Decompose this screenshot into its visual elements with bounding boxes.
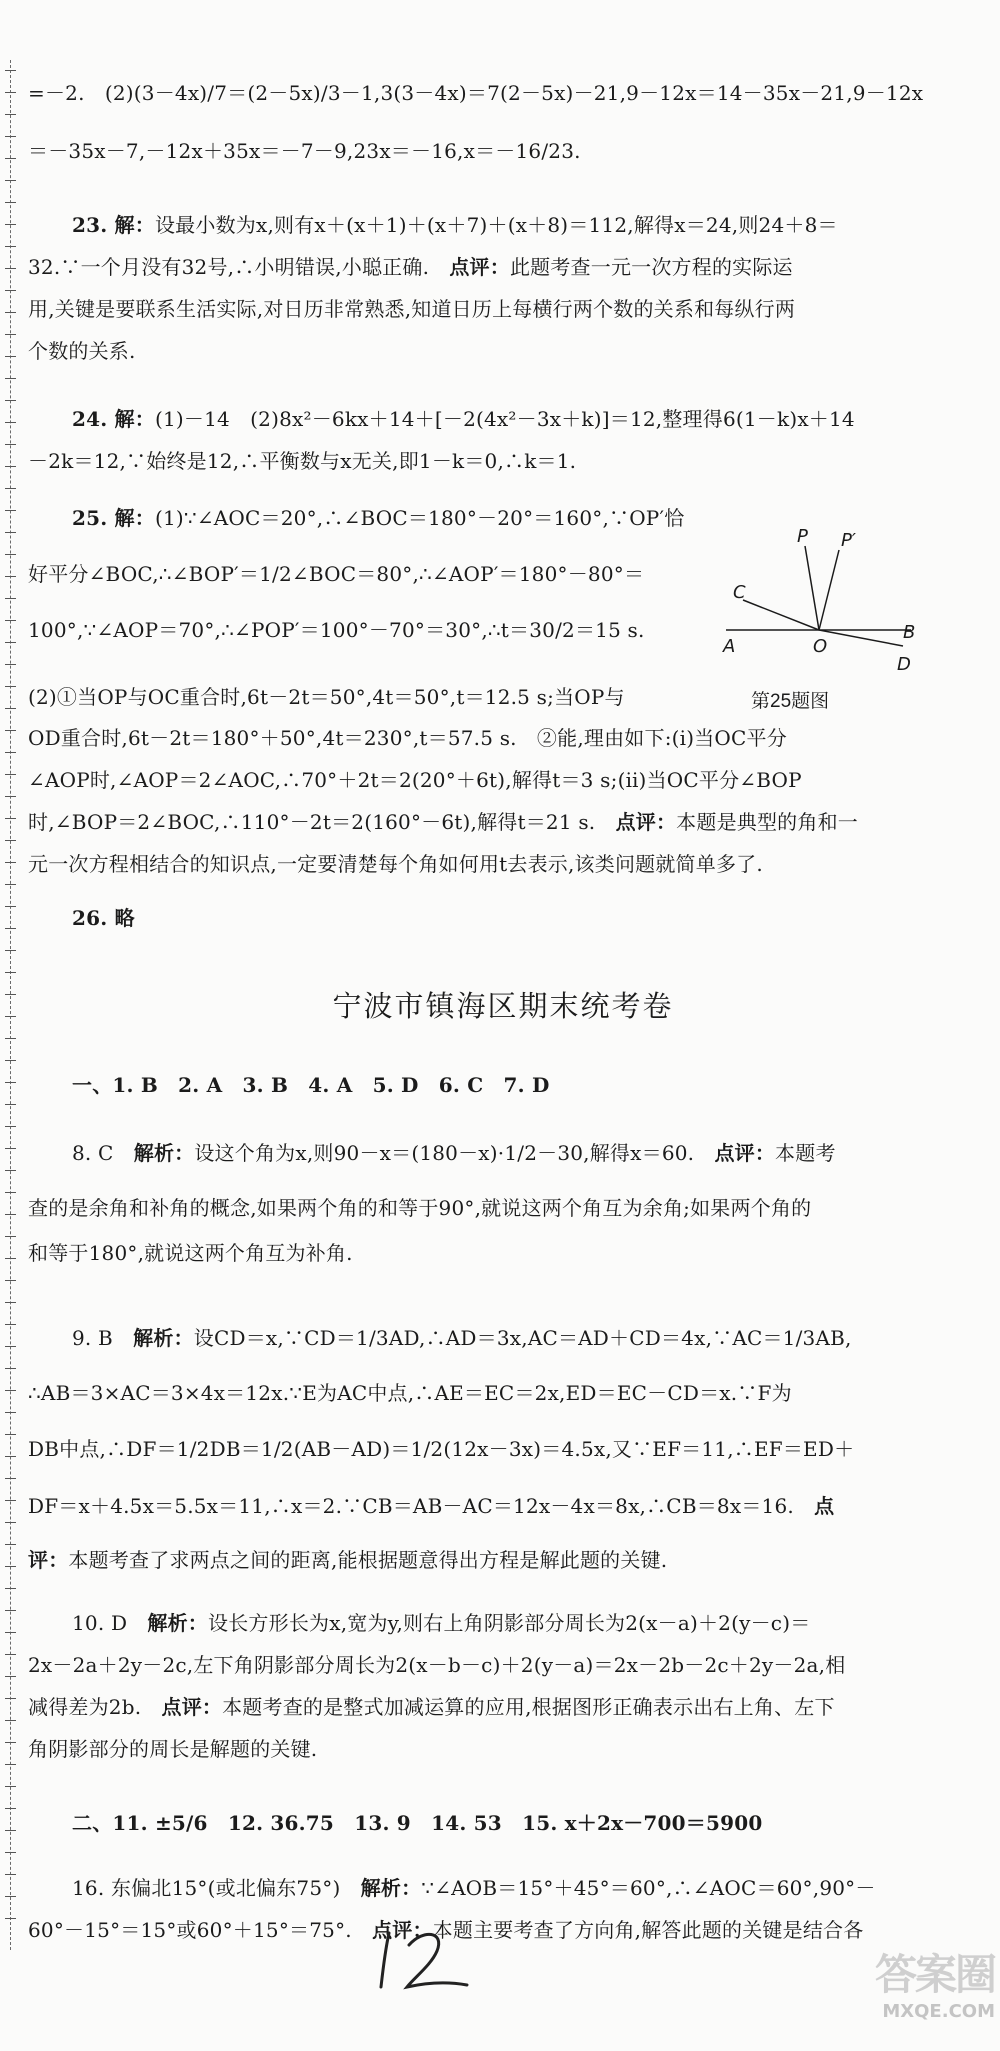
margin-tick: [5, 1214, 16, 1215]
margin-tick: [5, 312, 16, 313]
margin-tick: [5, 994, 16, 995]
comment-label: 点评：: [714, 1141, 776, 1165]
text-span: 本题主要考查了方向角,解答此题的关键是结合各: [432, 1918, 864, 1942]
q25-line: 好平分∠BOC,∴∠BOP′＝1/2∠BOC＝80°,∴∠AOP′＝180°－80°＝: [28, 562, 645, 586]
comment-label: 点: [814, 1494, 835, 1518]
margin-tick: [5, 1456, 16, 1457]
q25-line: ∠AOP时,∠AOP＝2∠AOC,∴70°＋2t＝2(20°＋6t),解得t＝3 s;(ⅱ)当OC平分∠BOP: [28, 768, 802, 792]
text-span: 32.∵一个月没有32号,∴小明错误,小聪正确.: [28, 255, 430, 279]
margin-tick: [5, 1038, 16, 1039]
watermark-logo: 答案圈: [874, 1950, 995, 1999]
margin-tick: [5, 1412, 16, 1413]
text-span: 设长方形长为x,宽为y,则右上角阴影部分周长为2(x－a)＋2(y－c)＝: [208, 1611, 811, 1635]
margin-tick: [5, 928, 16, 929]
margin-tick: [5, 1126, 16, 1127]
question-head: 16. 东偏北15°(或北偏东75°): [72, 1876, 341, 1900]
question-number: 26.: [72, 906, 108, 930]
q23-line: 个数的关系.: [28, 339, 136, 363]
label-c: C: [733, 582, 746, 603]
margin-tick: [5, 1544, 16, 1545]
text-span: DF＝x＋4.5x＝5.5x＝11,∴x＝2.∵CB＝AB－AC＝12x－4x＝8x,∴CB＝8x＝16.: [28, 1494, 794, 1518]
question-head: 9. B: [72, 1326, 113, 1350]
angle-diagram: [721, 528, 921, 678]
margin-tick: [5, 1346, 16, 1347]
margin-tick: [5, 906, 16, 907]
comment-label: 评：: [28, 1548, 69, 1572]
text-span: (1)－14 (2)8x²－6kx＋14＋[－2(4x²－3x＋k)]＝12,整理得6(1－k)x＋14: [154, 407, 855, 431]
margin-tick: [5, 642, 16, 643]
margin-tick: [5, 664, 16, 665]
margin-tick: [5, 1324, 16, 1325]
margin-tick: [5, 796, 16, 797]
margin-tick: [5, 620, 16, 621]
margin-tick: [5, 246, 16, 247]
q25-line: [28, 807, 858, 837]
margin-tick: [5, 532, 16, 533]
text-span: 设CD＝x,∵CD＝1/3AD,∴AD＝3x,AC＝AD＋CD＝4x,∵AC＝1/3AB,: [193, 1326, 852, 1350]
margin-tick: [5, 114, 16, 115]
margin-tick: [5, 1588, 16, 1589]
watermark: [870, 1950, 995, 2045]
text-span: 本题考查了求两点之间的距离,能根据题意得出方程是解此题的关键.: [68, 1548, 668, 1572]
margin-tick: [5, 1676, 16, 1677]
margin-tick: [5, 1808, 16, 1809]
margin-tick: [5, 1060, 16, 1061]
binding-margin-line: [10, 60, 11, 1950]
margin-tick: [5, 1610, 16, 1611]
margin-tick: [5, 444, 16, 445]
q24-line: [72, 404, 855, 434]
margin-tick: [5, 356, 16, 357]
margin-tick: [5, 598, 16, 599]
q9-line: [72, 1323, 852, 1353]
margin-tick: [5, 576, 16, 577]
margin-tick: [5, 488, 16, 489]
margin-tick: [5, 1874, 16, 1875]
margin-tick: [5, 136, 16, 137]
q23-line: [28, 252, 793, 282]
q25-line: (2)①当OP与OC重合时,6t－2t＝50°,4t＝50°,t＝12.5 s;当OP与: [28, 685, 625, 709]
ray-op: [805, 546, 819, 630]
q25-line: OD重合时,6t－2t＝180°＋50°,4t＝230°,t＝57.5 s. ②能,理由如下:(ⅰ)当OC平分: [28, 726, 787, 750]
margin-tick: [5, 1698, 16, 1699]
question-number: 24. 解：: [72, 407, 155, 431]
section-title: 宁波市镇海区期末统考卷: [332, 989, 674, 1023]
q24-line: －2k＝12,∵始终是12,∴平衡数与x无关,即1－k＝0,∴k＝1.: [28, 449, 577, 473]
ray-oc: [743, 600, 819, 630]
q23-line: [72, 210, 838, 240]
page-number-drawing: [375, 1925, 495, 1995]
text-span: 此题考查一元一次方程的实际运: [509, 255, 793, 279]
q8-line: [72, 1138, 836, 1168]
text-span: 本题是典型的角和一: [676, 810, 858, 834]
analysis-label: 解析：: [147, 1611, 209, 1635]
margin-tick: [5, 862, 16, 863]
question-head: 8. C: [72, 1141, 114, 1165]
comment-label: 点评：: [449, 255, 510, 279]
q25-line: 100°,∵∠AOP＝70°,∴∠POP′＝100°－70°＝30°,∴t＝30/2＝15 s.: [28, 618, 645, 642]
margin-tick: [5, 1236, 16, 1237]
margin-tick: [5, 708, 16, 709]
q8-line: 查的是余角和补角的概念,如果两个角的和等于90°,就说这两个角互为余角;如果两个角的: [28, 1196, 812, 1220]
text-line: ＝－35x－7,－12x＋35x＝－7－9,23x＝－16,x＝－16/23.: [28, 139, 581, 163]
margin-tick: [5, 1742, 16, 1743]
text-span: 减得差为2b.: [28, 1695, 142, 1719]
q25-line: 元一次方程相结合的知识点,一定要清楚每个角如何用t去表示,该类问题就简单多了.: [28, 852, 763, 876]
margin-tick: [5, 1522, 16, 1523]
margin-tick: [5, 1192, 16, 1193]
q10-line: [28, 1692, 835, 1722]
margin-tick: [5, 1632, 16, 1633]
text-span: (1)∵∠AOC＝20°,∴∠BOC＝180°－20°＝160°,∵OP′恰: [154, 506, 685, 530]
margin-tick: [5, 1478, 16, 1479]
margin-tick: [5, 290, 16, 291]
question-head: 10. D: [72, 1611, 128, 1635]
q23-line: 用,关键是要联系生活实际,对日历非常熟悉,知道日历上每横行两个数的关系和每纵行两: [28, 297, 796, 321]
margin-tick: [5, 554, 16, 555]
margin-tick: [5, 730, 16, 731]
margin-tick: [5, 1434, 16, 1435]
q10-line: 角阴影部分的周长是解题的关键.: [28, 1737, 318, 1761]
margin-tick: [5, 1852, 16, 1853]
figure-caption: 第25题图: [751, 691, 830, 712]
text-span: 设这个角为x,则90－x＝(180－x)·1/2－30,解得x＝60.: [194, 1141, 695, 1165]
margin-tick: [5, 1170, 16, 1171]
margin-tick: [5, 180, 16, 181]
q9-line: ∴AB＝3×AC＝3×4x＝12x.∵E为AC中点,∴AE＝EC＝2x,ED＝EC－CD＝x.∵F为: [28, 1381, 792, 1405]
comment-label: 点评：: [161, 1695, 223, 1719]
q25-line: [72, 503, 684, 533]
text-line: =－2. (2)(3－4x)/7＝(2－5x)/3－1,3(3－4x)＝7(2－5x)－21,9－12x＝14－35x－21,9－12x: [28, 81, 924, 105]
text-span: 60°－15°＝15°或60°＋15°＝75°.: [28, 1918, 352, 1942]
margin-tick: [5, 1368, 16, 1369]
q16-line: [72, 1873, 876, 1903]
text-span: ∵∠AOB＝15°＋45°＝60°,∴∠AOC＝60°,90°－: [421, 1876, 876, 1900]
analysis-label: 解析：: [133, 1326, 194, 1350]
label-d: D: [897, 654, 911, 675]
margin-tick: [5, 202, 16, 203]
q10-line: 2x－2a＋2y－2c,左下角阴影部分周长为2(x－b－c)＋2(y－a)＝2x－2b－2c＋2y－2a,相: [28, 1653, 846, 1677]
q9-line: DB中点,∴DF＝1/2DB＝1/2(AB－AD)＝1/2(12x－3x)＝4.5x,又∵EF＝11,∴EF＝ED＋: [28, 1437, 855, 1461]
margin-tick: [5, 774, 16, 775]
ray-od: [819, 630, 903, 646]
text-span: 本题考: [775, 1141, 836, 1165]
margin-tick: [5, 510, 16, 511]
margin-tick: [5, 1566, 16, 1567]
comment-label: 点评：: [615, 810, 677, 834]
margin-tick: [5, 1500, 16, 1501]
margin-tick: [5, 268, 16, 269]
q26-line: [72, 903, 135, 933]
margin-tick: [5, 686, 16, 687]
margin-tick: [5, 1104, 16, 1105]
margin-tick: [5, 1720, 16, 1721]
margin-tick: [5, 1786, 16, 1787]
multiple-choice-answers: 一、1. B 2. A 3. B 4. A 5. D 6. C 7. D: [72, 1073, 550, 1097]
margin-tick: [5, 1764, 16, 1765]
margin-tick: [5, 1390, 16, 1391]
margin-tick: [5, 378, 16, 379]
text-span: 时,∠BOP＝2∠BOC,∴110°－2t＝2(160°－6t),解得t＝21 s.: [28, 810, 596, 834]
margin-tick: [5, 972, 16, 973]
margin-tick: [5, 1280, 16, 1281]
margin-tick: [5, 334, 16, 335]
watermark-url: MXQE.COM: [882, 2001, 995, 2022]
margin-tick: [5, 840, 16, 841]
margin-tick: [5, 1830, 16, 1831]
margin-tick: [5, 818, 16, 819]
margin-tick: [5, 1258, 16, 1259]
fill-in-answers: 二、11. ±5/6 12. 36.75 13. 9 14. 53 15. x＋2x－700＝5900: [72, 1811, 763, 1835]
label-p: P: [797, 528, 808, 547]
q9-line: [28, 1491, 834, 1521]
margin-tick: [5, 422, 16, 423]
comment-label: 点评：: [372, 1918, 433, 1942]
margin-tick: [5, 1016, 16, 1017]
q9-line: [28, 1545, 667, 1575]
figure-25: [721, 528, 921, 718]
margin-tick: [5, 752, 16, 753]
margin-tick: [5, 1302, 16, 1303]
margin-tick: [5, 1148, 16, 1149]
q8-line: 和等于180°,就说这两个角互为补角.: [28, 1241, 353, 1265]
ray-op-prime: [819, 550, 839, 630]
margin-tick: [5, 70, 16, 71]
label-b: B: [903, 622, 916, 643]
margin-tick: [5, 1896, 16, 1897]
label-o: O: [813, 636, 828, 657]
text-span: 本题考查的是整式加减运算的应用,根据图形正确表示出右上角、左下: [222, 1695, 835, 1719]
label-a: A: [723, 636, 736, 657]
margin-tick: [5, 92, 16, 93]
question-number: 23. 解：: [72, 213, 155, 237]
label-p-prime: P′: [841, 530, 856, 551]
handwritten-page-number: [375, 1925, 495, 1995]
margin-tick: [5, 466, 16, 467]
margin-tick: [5, 1082, 16, 1083]
margin-tick: [5, 224, 16, 225]
margin-tick: [5, 950, 16, 951]
margin-tick: [5, 1654, 16, 1655]
margin-tick: [5, 400, 16, 401]
text-span: 设最小数为x,则有x＋(x＋1)＋(x＋7)＋(x＋8)＝112,解得x＝24,则24＋8＝: [154, 213, 838, 237]
margin-tick: [5, 1918, 16, 1919]
question-number: 25. 解：: [72, 506, 155, 530]
text-span: 略: [114, 906, 135, 930]
analysis-label: 解析：: [133, 1141, 195, 1165]
analysis-label: 解析：: [360, 1876, 422, 1900]
margin-tick: [5, 884, 16, 885]
q10-line: [72, 1608, 810, 1638]
margin-tick: [5, 158, 16, 159]
